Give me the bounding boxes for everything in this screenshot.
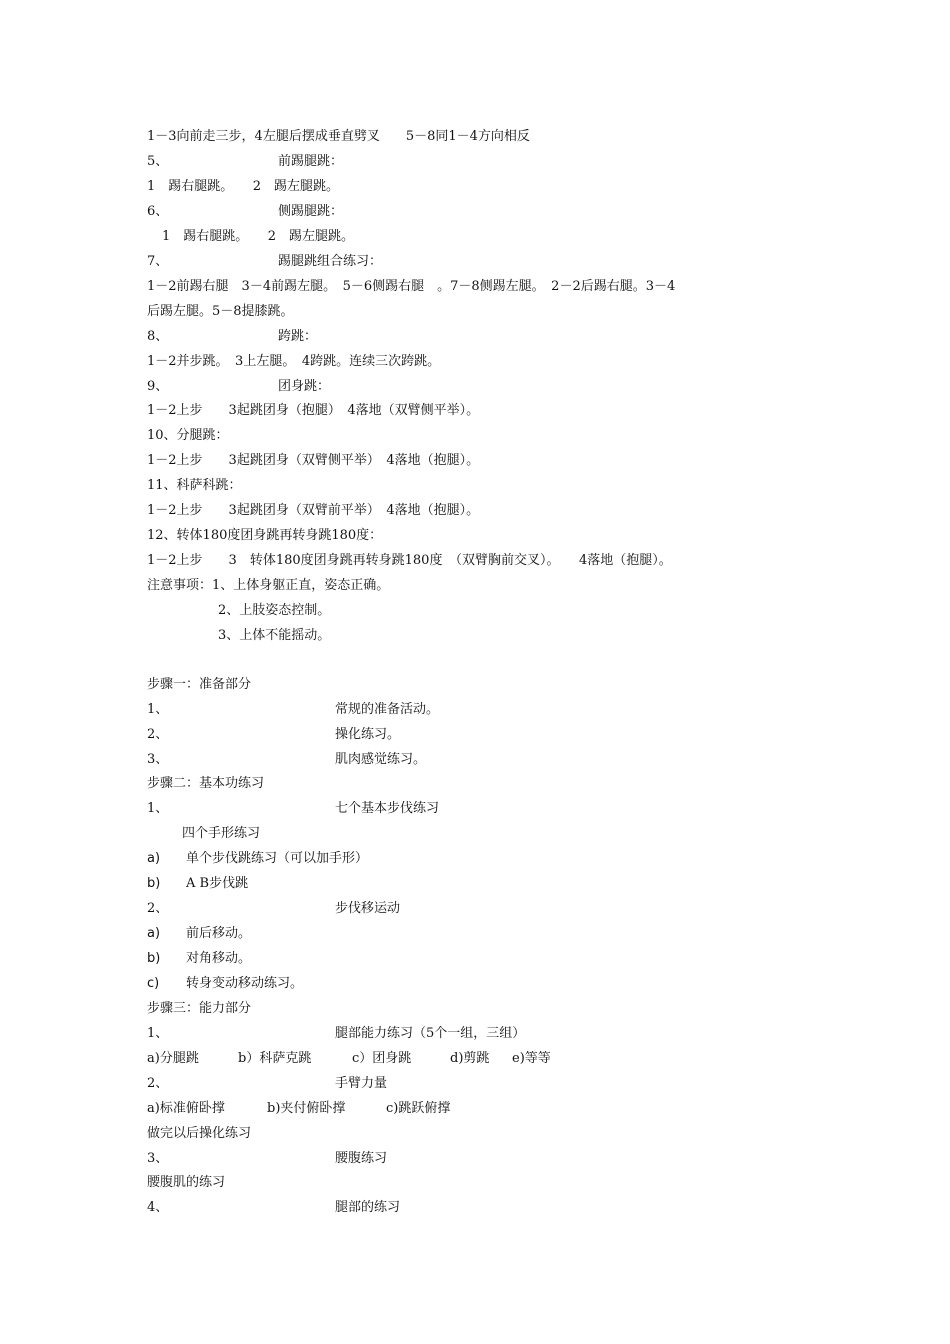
item-title: 手臂力量 (335, 1076, 388, 1091)
notes-heading: 注意事项：1、上体身躯正直，姿态正确。 (147, 578, 390, 593)
item-number: 9、 (147, 379, 169, 394)
exercise-option: a)分腿跳 (147, 1051, 199, 1066)
note-item: 3、上体不能摇动。 (218, 628, 331, 643)
text-line: 1 踢右腿跳。 2 踢左腿跳。 (162, 229, 355, 244)
list-text: 对角移动。 (186, 951, 252, 966)
exercise-option: b)夹付俯卧撑 (267, 1101, 346, 1116)
item-title: 腿部的练习 (335, 1200, 401, 1215)
item-number: 1、 (147, 702, 169, 717)
item-title: 前踢腿跳： (278, 154, 344, 169)
text-line: 10、分腿跳： (147, 428, 229, 443)
exercise-option: d)剪跳 (450, 1051, 490, 1066)
text-line: 1－2上步 3起跳团身（双臂侧平举） 4落地（抱腿）。 (147, 453, 480, 468)
text-line: 1－2前踢右腿 3－4前踢左腿。 5－6侧踢右腿 。7－8侧踢左腿。 2－2后踢右腿。3－4 (147, 279, 676, 294)
text-line: 后踢左腿。5－8提膝跳。 (147, 304, 294, 319)
item-number: 3、 (147, 1151, 169, 1166)
list-marker: a) (147, 851, 161, 866)
text-line (147, 1199, 401, 1271)
item-title: 踢腿跳组合练习： (278, 254, 383, 269)
exercise-option: a)标准俯卧撑 (147, 1101, 225, 1116)
list-text: 转身变动移动练习。 (186, 976, 304, 991)
item-title: 腰腹练习 (335, 1151, 388, 1166)
list-text: A B步伐跳 (186, 876, 249, 891)
item-title: 侧踢腿跳： (278, 204, 344, 219)
item-number: 8、 (147, 329, 169, 344)
item-number: 1、 (147, 801, 169, 816)
item-number: 4、 (147, 1200, 169, 1215)
text-line: 1－2并步跳。 3上左腿。 4跨跳。连续三次跨跳。 (147, 354, 441, 369)
step-heading: 步骤三：能力部分 (147, 1001, 252, 1016)
text-line: 做完以后操化练习 (147, 1126, 252, 1141)
note-item: 2、上肢姿态控制。 (218, 603, 331, 618)
item-title: 跨跳： (278, 329, 318, 344)
exercise-option: b）科萨克跳 (238, 1051, 312, 1066)
step-heading: 步骤一：准备部分 (147, 677, 252, 692)
item-title: 七个基本步伐练习 (335, 801, 440, 816)
item-number: 6、 (147, 204, 169, 219)
item-title: 团身跳： (278, 379, 331, 394)
item-title: 步伐移运动 (335, 901, 401, 916)
list-marker: b) (147, 951, 161, 966)
text-line: 腰腹肌的练习 (147, 1175, 226, 1190)
item-number: 7、 (147, 254, 169, 269)
item-title: 常规的准备活动。 (335, 702, 440, 717)
text-line: 1－3向前走三步，4左腿后摆成垂直劈叉 5－8同1－4方向相反 (147, 129, 530, 144)
step-heading: 步骤二：基本功练习 (147, 776, 265, 791)
list-marker: a) (147, 926, 161, 941)
text-line: 12、转体180度团身跳再转身跳180度： (147, 528, 383, 543)
item-title: 操化练习。 (335, 727, 401, 742)
text-line: 1－2上步 3起跳团身（双臂前平举） 4落地（抱腿）。 (147, 503, 480, 518)
list-marker: c) (147, 976, 160, 991)
item-number: 2、 (147, 901, 169, 916)
exercise-option: e)等等 (512, 1051, 551, 1066)
item-title: 肌肉感觉练习。 (335, 752, 427, 767)
text-line: 四个手形练习 (182, 826, 261, 841)
item-number: 3、 (147, 752, 169, 767)
item-title: 腿部能力练习（5个一组，三组） (335, 1026, 526, 1041)
item-number: 1、 (147, 1026, 169, 1041)
item-number: 2、 (147, 1076, 169, 1091)
list-text: 单个步伐跳练习（可以加手形） (186, 851, 369, 866)
list-marker: b) (147, 876, 161, 891)
exercise-option: c）团身跳 (352, 1051, 412, 1066)
exercise-option: c)跳跃俯撑 (386, 1101, 451, 1116)
text-line: 1 踢右腿跳。 2 踢左腿跳。 (147, 179, 340, 194)
text-line: 11、科萨科跳： (147, 478, 242, 493)
text-line: 1－2上步 3 转体180度团身跳再转身跳180度 （双臂胸前交叉）。 4落地（抱腿）。 (147, 553, 672, 568)
list-text: 前后移动。 (186, 926, 252, 941)
item-number: 2、 (147, 727, 169, 742)
item-number: 5、 (147, 154, 169, 169)
text-line: 1－2上步 3起跳团身（抱腿） 4落地（双臂侧平举）。 (147, 403, 480, 418)
